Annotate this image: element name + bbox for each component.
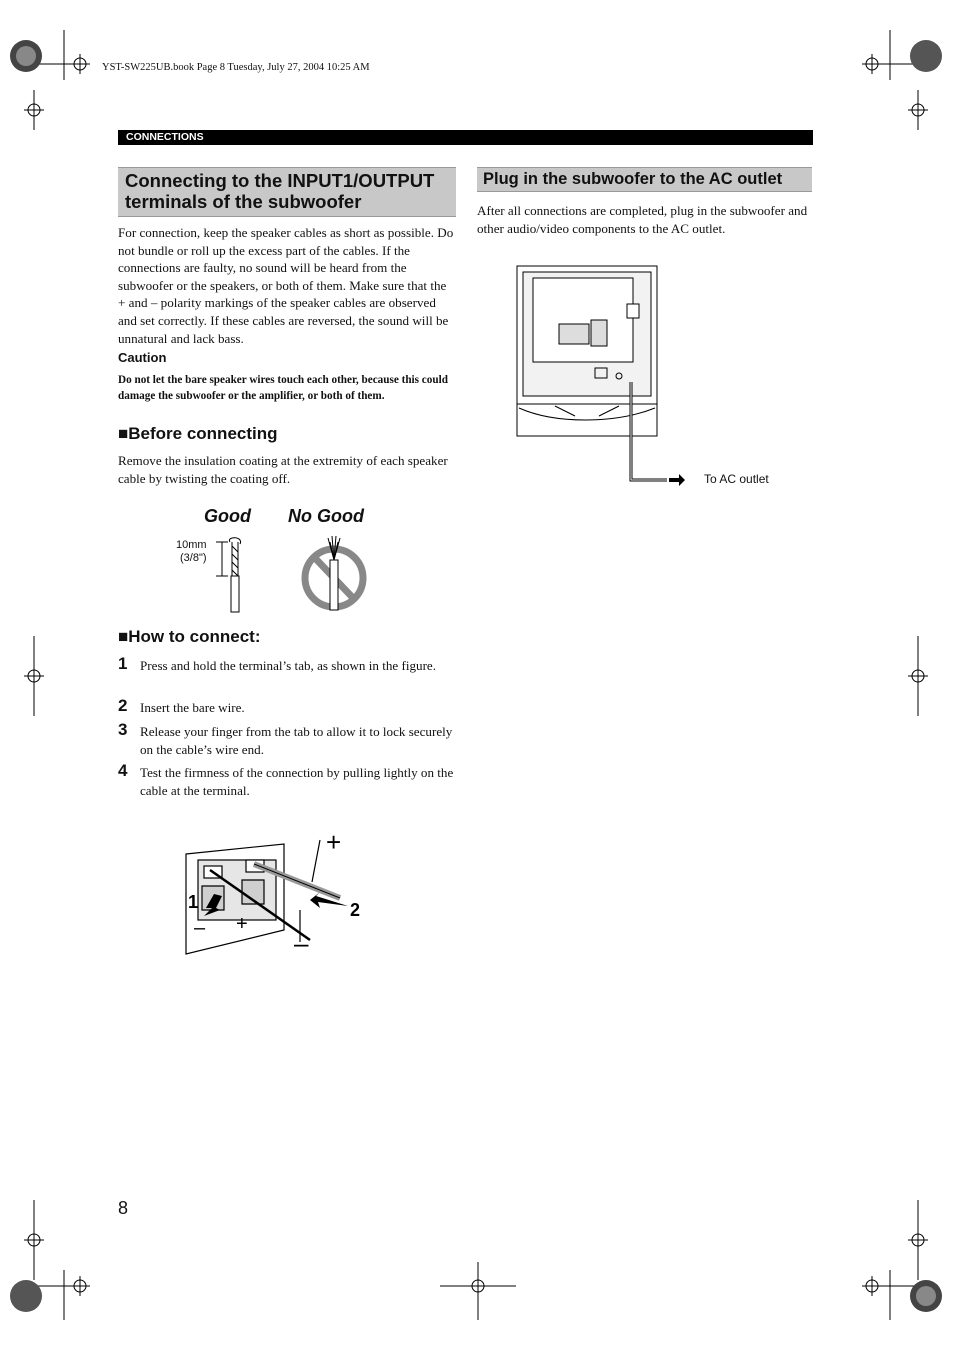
step-number: 2 [118,696,128,715]
terminal-plus-label: + [236,913,248,935]
speaker-terminal-figure [180,830,380,960]
plug-arrow-icon [669,474,685,486]
good-wire-illustration [216,538,241,612]
step2-label: 2 [350,900,361,920]
ac-outlet-label: To AC outlet [704,472,769,486]
section-bar [118,130,813,145]
left-section-heading [118,167,456,217]
minus-label-bottom: – [294,928,309,958]
step-text: Test the firmness of the connection by pulling lightly on the cable at the terminal. [140,765,454,798]
step-text: Press and hold the terminal’s tab, as shown in the figure. [140,658,437,673]
terminal-minus-label: – [194,917,206,939]
step-text: Insert the bare wire. [140,700,245,715]
caution-text: Do not let the bare speaker wires touch each other, because this could damage the subwoofer or the amplifier, or both of them. [118,374,448,402]
no-good-wire-illustration [305,536,363,610]
how-to-connect-heading: ■How to connect: [118,627,261,646]
step-number: 4 [118,761,128,780]
section-label: CONNECTIONS [126,131,204,143]
step-number: 1 [118,654,128,673]
left-heading-line1: Connecting to the INPUT1/OUTPUT [125,170,435,191]
book-header: YST-SW225UB.book Page 8 Tuesday, July 27, 2004 10:25 AM [102,62,370,73]
plus-label-top: + [326,830,342,857]
step-number: 3 [118,720,128,739]
before-connecting-heading: ■Before connecting [118,424,278,443]
left-intro-paragraph: For connection, keep the speaker cables as short as possible. Do not bundle or roll up the excess part of the cables. If the connections are faulty, no sound will be heard from the subwoofer or the speakers, or both of them. Make sure that the + and – polarity markings of the speaker cables are observed and set correctly. If these cables are reversed, the sound will be unnatural and lack bass. [118,225,454,346]
wire-strip-figure [170,530,380,620]
step1-label: 1 [188,892,199,912]
figure-label-good: Good [204,506,251,526]
step-text: Release your finger from the tab to allow it to lock securely on the cable’s wire end. [140,724,453,757]
figure-length-mm: 10mm [176,539,207,551]
right-section-heading: Plug in the subwoofer to the AC outlet [477,167,812,192]
figure-label-nogood: No Good [288,506,364,526]
subwoofer-rear-figure [515,264,705,494]
left-heading-line2: terminals of the subwoofer [125,191,362,212]
right-intro-paragraph: After all connections are completed, plug in the subwoofer and other audio/video components to the AC outlet. [477,203,808,236]
before-connecting-text: Remove the insulation coating at the extremity of each speaker cable by twisting the coating off. [118,453,448,486]
figure-length-inch: (3/8") [180,552,207,564]
caution-title: Caution [118,350,167,365]
page-number: 8 [118,1198,129,1218]
